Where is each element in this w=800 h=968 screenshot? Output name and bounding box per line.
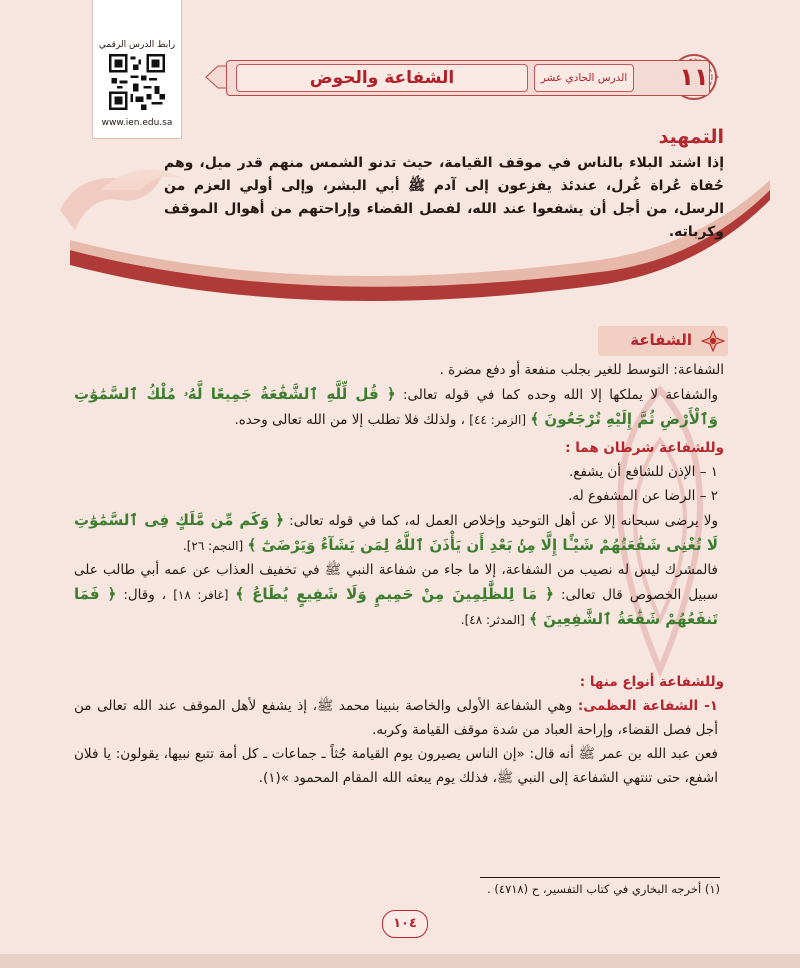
quran-verse: ﴿ فَمَا تَنفَعُهُمْ شَفَٰعَةُ ٱلشَّٰفِعِينَ ﴾ xyxy=(74,585,718,628)
verse-reference: [الزمر: ٤٤] xyxy=(469,413,527,427)
footnote: (١) أخرجه البخاري في كتاب التفسير، ح (٤٧١٨) . xyxy=(487,882,720,896)
type-1-paragraph xyxy=(74,694,724,742)
lesson-number: ١١ xyxy=(679,63,709,91)
bottom-strip xyxy=(0,954,800,968)
intro-text: إذا اشتد البلاء بالناس في موقف القيامة، حيث تدنو الشمس منهم قدر ميل، وهم حُفاة عُراة غُرل، عندئذ يفزعون إلى آدم ﷺ أبي البشر، وإلى أولي العزم من الرسل، من أجل أن يشفعوا عند الله، لفصل القضاء وإراحتهم من أهوال الموقف وكرباته. xyxy=(164,155,724,240)
condition-item: ١ – الإذن للشافع أن يشفع. xyxy=(569,464,718,480)
footnote-divider xyxy=(480,877,720,878)
main-content xyxy=(74,358,724,790)
lesson-label: الدرس الحادي عشر xyxy=(534,64,634,92)
condition-item: ٢ – الرضا عن المشفوع له. xyxy=(568,488,718,504)
quran-verse: ﴿ قُل لِّلَّهِ ٱلشَّفَٰعَةُ جَمِيعًا لَّهُۥ مُلْكُ ٱلسَّمَٰوَٰتِ وَٱلْأَرْضِ ثُمَّ إِلَيْهِ تُرْجَعُونَ ﴾ xyxy=(74,385,718,428)
text-span: وهي الشفاعة الأولى والخاصة بنبينا محمد ﷺ، إذ يشفع لأهل الموقف عند الله تعالى من أجل فصل القضاء، وإراحة العباد من شدة موقف القيامة وكربه. xyxy=(74,698,718,738)
paragraph-2 xyxy=(74,508,724,558)
text-span: ولا يرضى سبحانه إلا عن أهل التوحيد وإخلاص العمل له، كما في قوله تعالى: xyxy=(284,513,718,529)
qr-label: رابط الدرس الرقمي xyxy=(98,40,176,50)
verse-reference: [غافر: ١٨] xyxy=(173,588,229,602)
qr-code-icon[interactable] xyxy=(109,54,165,110)
qr-url[interactable]: www.ien.edu.sa xyxy=(101,118,173,128)
intro-heading: التمهيد xyxy=(658,126,724,148)
text-span: والشفاعة لا يملكها إلا الله وحده كما في قوله تعالى: xyxy=(395,387,718,403)
paragraph-3 xyxy=(74,558,724,632)
conditions-heading: وللشفاعة شرطان هما : xyxy=(565,440,724,456)
flower-ornament-icon xyxy=(700,329,726,353)
lesson-header xyxy=(204,54,744,100)
text-span: فالمشرك ليس له نصيب من الشفاعة، إلا ما جاء من شفاعة النبي ﷺ في تخفيف العذاب عن عمه أبي طالب على سبيل الخصوص قال تعالى: xyxy=(74,562,719,603)
section-heading: الشفاعة xyxy=(630,331,692,349)
definition-paragraph: الشفاعة: التوسط للغير بجلب منفعة أو دفع مضرة . xyxy=(439,362,724,378)
verse-reference: [المدثر: ٤٨]. xyxy=(460,613,525,627)
type-1-label: ١- الشفاعة العظمى: xyxy=(577,698,718,714)
paragraph-1 xyxy=(74,382,724,432)
lesson-title: الشفاعة والحوض xyxy=(236,64,528,92)
section-heading-box xyxy=(598,326,728,356)
spacer xyxy=(74,632,724,666)
qr-block[interactable] xyxy=(92,0,182,139)
quran-verse: ﴿ وَكَم مِّن مَّلَكٍ فِى ٱلسَّمَٰوَٰتِ لَا تُغْنِى شَفَٰعَتُهُمْ شَيْـًٔا إِلَّا مِنۢ بَعْدِ أَن يَأْذَنَ ٱللَّهُ لِمَن يَشَآءُ وَيَرْضَىٰٓ ﴾ xyxy=(74,511,718,554)
quran-verse: ﴿ مَا لِلظَّٰلِمِينَ مِنْ حَمِيمٍ وَلَا شَفِيعٍ يُطَاعُ ﴾ xyxy=(235,585,554,603)
types-heading: وللشفاعة أنواع منها : xyxy=(579,674,724,690)
page-number: ١٠٤ xyxy=(382,910,428,938)
verse-reference: [النجم: ٢٦]. xyxy=(182,539,244,553)
hadith-paragraph: فعن عبد الله بن عمر ﷺ أنه قال: «إن الناس يصيرون يوم القيامة جُثاً ـ جماعات ـ كل أمة تتبع نبيها، يقولون: يا فلان اشفع، حتى تنتهي الشفاعة إلى النبي ﷺ، فذلك يوم يبعثه الله المقام المحمود »(١). xyxy=(74,746,718,786)
text-span: ، وقال: xyxy=(116,587,167,603)
text-span: ، ولذلك فلا تطلب إلا من الله تعالى وحده. xyxy=(234,412,465,428)
